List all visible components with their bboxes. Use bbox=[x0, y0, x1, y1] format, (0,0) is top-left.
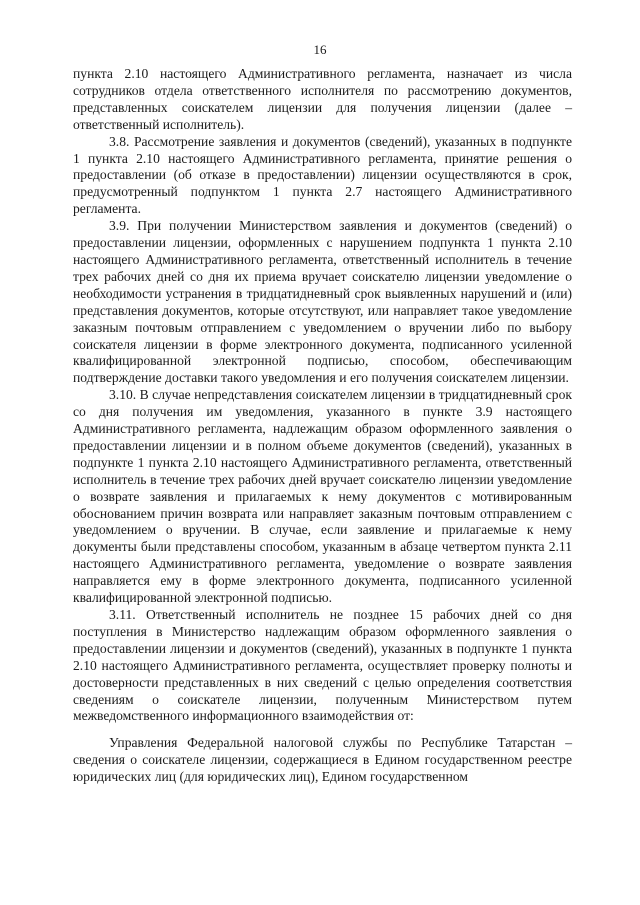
paragraph-fns-clause: Управления Федеральной налоговой службы по Республике Татарстан – сведения о соискателе лицензии, содержащиеся в Едином государственном реестре юридических лиц (для юридических лиц), Едином государственном bbox=[73, 735, 572, 785]
paragraph-intro: пункта 2.10 настоящего Административного регламента, назначает из числа сотрудников отдела ответственного исполнителя по рассмотрению документов, представленных соискателем лицензии для получения лицензии (далее – ответственный исполнитель). bbox=[73, 66, 572, 132]
paragraph-3-10: 3.10. В случае непредставления соискателем лицензии в тридцатидневный срок со дня получения им уведомления, указанного в пункте 3.9 настоящего Административного регламента, надлежащим образом оформленного заявления о предоставлении лицензии и в полном объеме документов (сведений), указанных в подпункте 1 пункта 2.10 настоящего Административного регламента, ответственный исполнитель в течение трех рабочих дней вручает соискателю лицензии уведомление о возврате заявления и прилагаемых к нему документов с мотивированным обоснованием причин возврата или направляет заказным почтовым отправлением с уведомлением о вручении. В случае, если заявление и прилагаемые к нему документы были представлены способом, указанным в абзаце четвертом пункта 2.11 настоящего Административного регламента, уведомление о возврате заявления направляется ему в форме электронного документа, подписанного усиленной квалифицированной электронной подписью. bbox=[73, 387, 572, 606]
paragraph-3-8: 3.8. Рассмотрение заявления и документов (сведений), указанных в подпункте 1 пункта 2.10 настоящего Административного регламента, принятие решения о предоставлении (об отказе в предоставлении) лицензии осуществляются в срок, предусмотренный подпунктом 1 пункта 2.7 настоящего Административного регламента. bbox=[73, 133, 572, 217]
page-number: 16 bbox=[313, 42, 327, 57]
page-body bbox=[73, 66, 572, 786]
paragraph-3-9: 3.9. При получении Министерством заявления и документов (сведений) о предоставлении лицензии, оформленных с нарушением подпункта 1 пункта 2.10 настоящего Административного регламента, ответственный исполнитель в течение трех рабочих дней со дня их приема вручает соискателю лицензии уведомление о необходимости устранения в тридцатидневный срок выявленных нарушений и (или) представления документов, которые отсутствуют, или направляет такое уведомление заказным почтовым отправлением с уведомлением о вручении либо по выбору соискателя лицензии в форме электронного документа, подписанного усиленной квалифицированной электронной подписью, способом, обеспечивающим подтверждение доставки такого уведомления и его получения соискателем лицензии. bbox=[73, 218, 572, 386]
paragraph-3-11: 3.11. Ответственный исполнитель не позднее 15 рабочих дней со дня поступления в Министерство надлежащим образом оформленного заявления о предоставлении лицензии и документов (сведений), указанных в подпункте 1 пункта 2.10 настоящего Административного регламента, осуществляет проверку полноты и достоверности представленных в них сведений с целью определения соответствия сведениям о соискателе лицензии, полученным Министерством путем межведомственного информационного взаимодействия от: bbox=[73, 607, 572, 724]
